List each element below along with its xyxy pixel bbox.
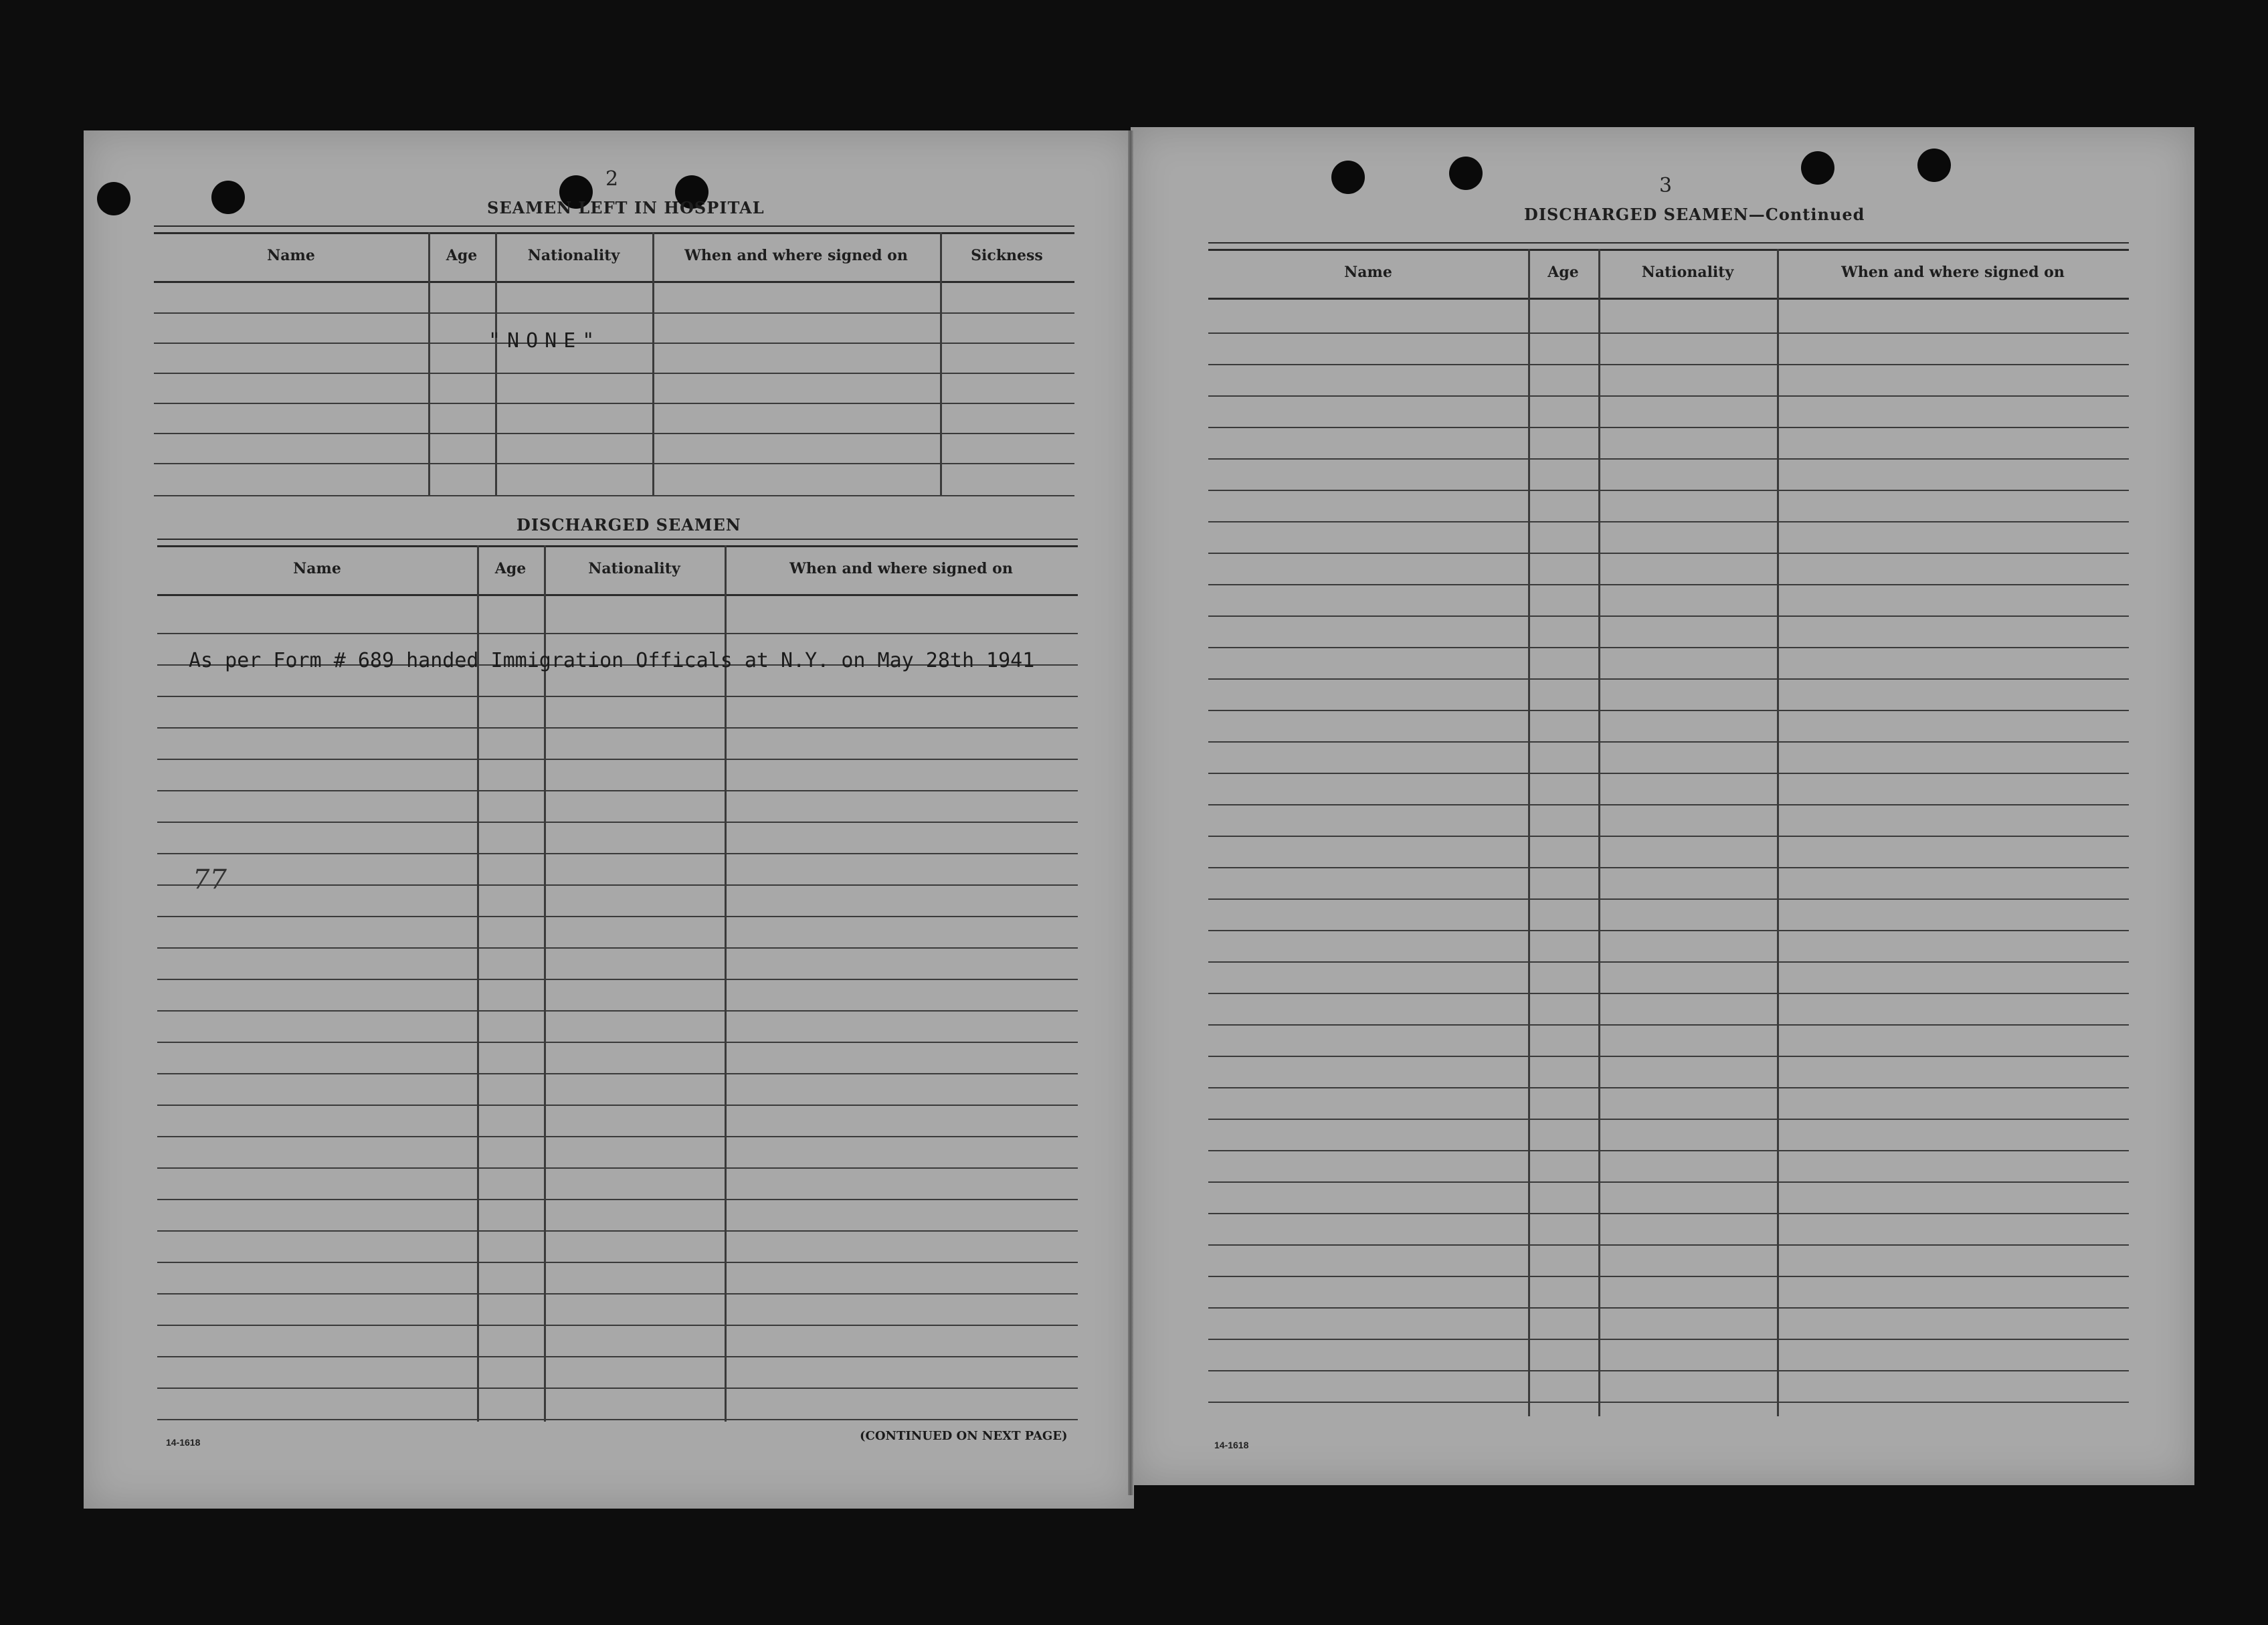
page-number-right: 3 [1659, 174, 1673, 197]
discharged-section-title: DISCHARGED SEAMEN [516, 515, 741, 535]
hospital-section-title: SEAMEN LEFT IN HOSPITAL [487, 198, 765, 217]
discharged-table-right [1208, 249, 2129, 1416]
col-header-nationality: Nationality [1641, 264, 1734, 281]
typed-discharge-note: As per Form # 689 handed Immigration Officals at N.Y. on May 28th 1941 [189, 649, 1035, 672]
punch-hole [1331, 161, 1365, 194]
punch-hole [97, 182, 130, 215]
col-header-name: Name [267, 247, 315, 264]
discharged-table-left [157, 545, 1078, 1422]
page-fold [1128, 130, 1133, 1495]
col-header-age: Age [494, 560, 527, 577]
continued-note: (CONTINUED ON NEXT PAGE) [860, 1429, 1068, 1443]
col-header-signed-on: When and where signed on [789, 560, 1013, 577]
form-number-right: 14-1618 [1214, 1440, 1249, 1450]
margin-mark: 77 [193, 864, 227, 895]
col-header-nationality: Nationality [588, 560, 680, 577]
punch-hole [1449, 157, 1483, 190]
page-number-left: 2 [605, 167, 619, 191]
discharged-continued-title: DISCHARGED SEAMEN—Continued [1524, 205, 1865, 224]
form-number-left: 14-1618 [166, 1437, 201, 1448]
punch-hole [1801, 151, 1834, 185]
col-header-nationality: Nationality [527, 247, 620, 264]
typed-none-entry: "NONE" [488, 329, 601, 353]
hospital-table [154, 232, 1074, 496]
col-header-sickness: Sickness [971, 247, 1043, 264]
col-header-age: Age [446, 247, 478, 264]
col-header-name: Name [293, 560, 341, 577]
col-header-name: Name [1344, 264, 1392, 281]
col-header-signed-on: When and where signed on [1841, 264, 2065, 281]
punch-hole [211, 181, 245, 214]
col-header-age: Age [1547, 264, 1579, 281]
col-header-signed-on: When and where signed on [684, 247, 908, 264]
punch-hole [1917, 149, 1951, 182]
